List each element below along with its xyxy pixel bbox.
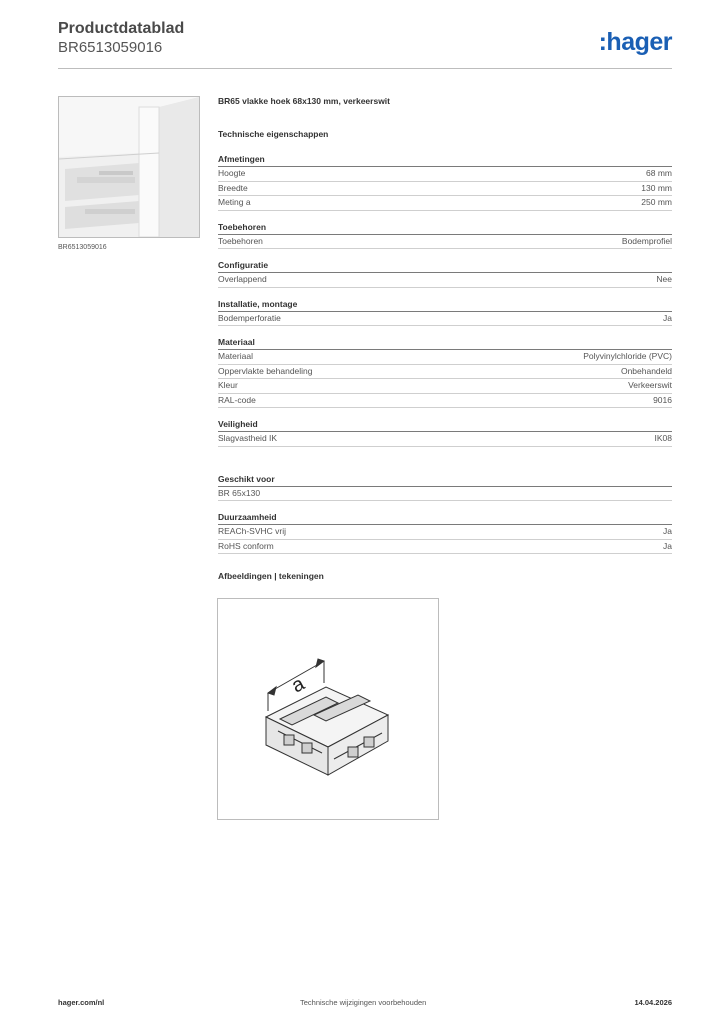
spec-value: 9016 (653, 394, 672, 405)
section-heading: Toebehoren (218, 222, 672, 235)
spec-label: Overlappend (218, 274, 267, 284)
spec-value: 68 mm (646, 168, 672, 178)
spec-row (218, 487, 672, 502)
spec-value: Bodemprofiel (621, 235, 672, 246)
section-heading: Materiaal (218, 337, 672, 350)
spec-row (218, 196, 672, 211)
spec-label: RAL-code (218, 394, 256, 405)
spec-section (218, 512, 672, 554)
product-code: BR6513059016 (58, 39, 163, 56)
spec-label: Breedte (218, 182, 248, 193)
spec-row (218, 525, 672, 540)
spec-row (218, 432, 672, 447)
spec-row (218, 365, 672, 380)
spec-section (218, 419, 672, 447)
spec-row (218, 235, 672, 250)
technical-drawing (217, 598, 439, 820)
spec-sections (218, 154, 672, 583)
spec-content (218, 96, 672, 583)
spec-section (218, 571, 672, 583)
spec-value: Ja (663, 526, 672, 536)
spec-label: Meting a (218, 197, 251, 207)
spec-value: Verkeerswit (628, 380, 672, 390)
spec-row (218, 167, 672, 182)
spec-row (218, 350, 672, 365)
spec-label: Slagvastheid IK (218, 433, 278, 443)
spec-row (218, 312, 672, 327)
footer-disclaimer: Technische wijzigingen voorbehouden (300, 998, 427, 1007)
tech-properties-title: Technische eigenschappen (218, 129, 329, 139)
section-heading: Geschikt voor (218, 474, 672, 487)
product-name: BR65 vlakke hoek 68x130 mm, verkeerswit (218, 96, 391, 106)
section-heading: Configuratie (218, 260, 672, 273)
footer-date: 14.04.2026 (634, 998, 672, 1007)
spec-value: Ja (663, 540, 672, 551)
spec-label: REACh-SVHC vrij (218, 526, 287, 536)
spec-value: Polyvinylchloride (PVC) (583, 351, 672, 361)
spec-row (218, 273, 672, 288)
spec-row (218, 540, 672, 555)
section-heading: Installatie, montage (218, 299, 672, 312)
spec-value: 130 mm (641, 182, 672, 193)
spec-row (218, 379, 672, 394)
section-heading: Afmetingen (218, 154, 672, 167)
spec-label: Bodemperforatie (218, 312, 281, 323)
product-photo (58, 96, 200, 238)
spec-label: Kleur (218, 380, 238, 390)
spec-value: Onbehandeld (620, 365, 672, 376)
spec-section (218, 260, 672, 288)
spec-section (218, 222, 672, 250)
spec-label: Materiaal (218, 351, 253, 361)
spec-label: BR 65x130 (218, 487, 261, 498)
hager-logo: :hager (598, 28, 672, 56)
footer-website[interactable]: hager.com/nl (58, 998, 105, 1007)
spec-value: IK08 (654, 433, 672, 443)
section-heading: Veiligheid (218, 419, 672, 432)
spec-label: Oppervlakte behandeling (218, 365, 313, 376)
spec-label: RoHS conform (218, 540, 274, 551)
header-divider (58, 68, 672, 69)
spec-section (218, 474, 672, 502)
spec-value: Ja (663, 312, 672, 323)
spec-row (218, 182, 672, 197)
spec-label: Toebehoren (218, 235, 263, 246)
spec-section (218, 154, 672, 211)
spec-row (218, 394, 672, 409)
spec-section (218, 299, 672, 327)
spec-section (218, 337, 672, 408)
spec-label: Hoogte (218, 168, 246, 178)
spec-value: 250 mm (641, 197, 672, 207)
photo-caption: BR6513059016 (58, 244, 107, 251)
spec-value: Nee (656, 274, 672, 284)
dimension-label-a: a (288, 672, 309, 698)
section-heading: Duurzaamheid (218, 512, 672, 525)
page-title: Productdatablad (58, 20, 185, 37)
section-heading: Afbeeldingen | tekeningen (218, 571, 324, 581)
